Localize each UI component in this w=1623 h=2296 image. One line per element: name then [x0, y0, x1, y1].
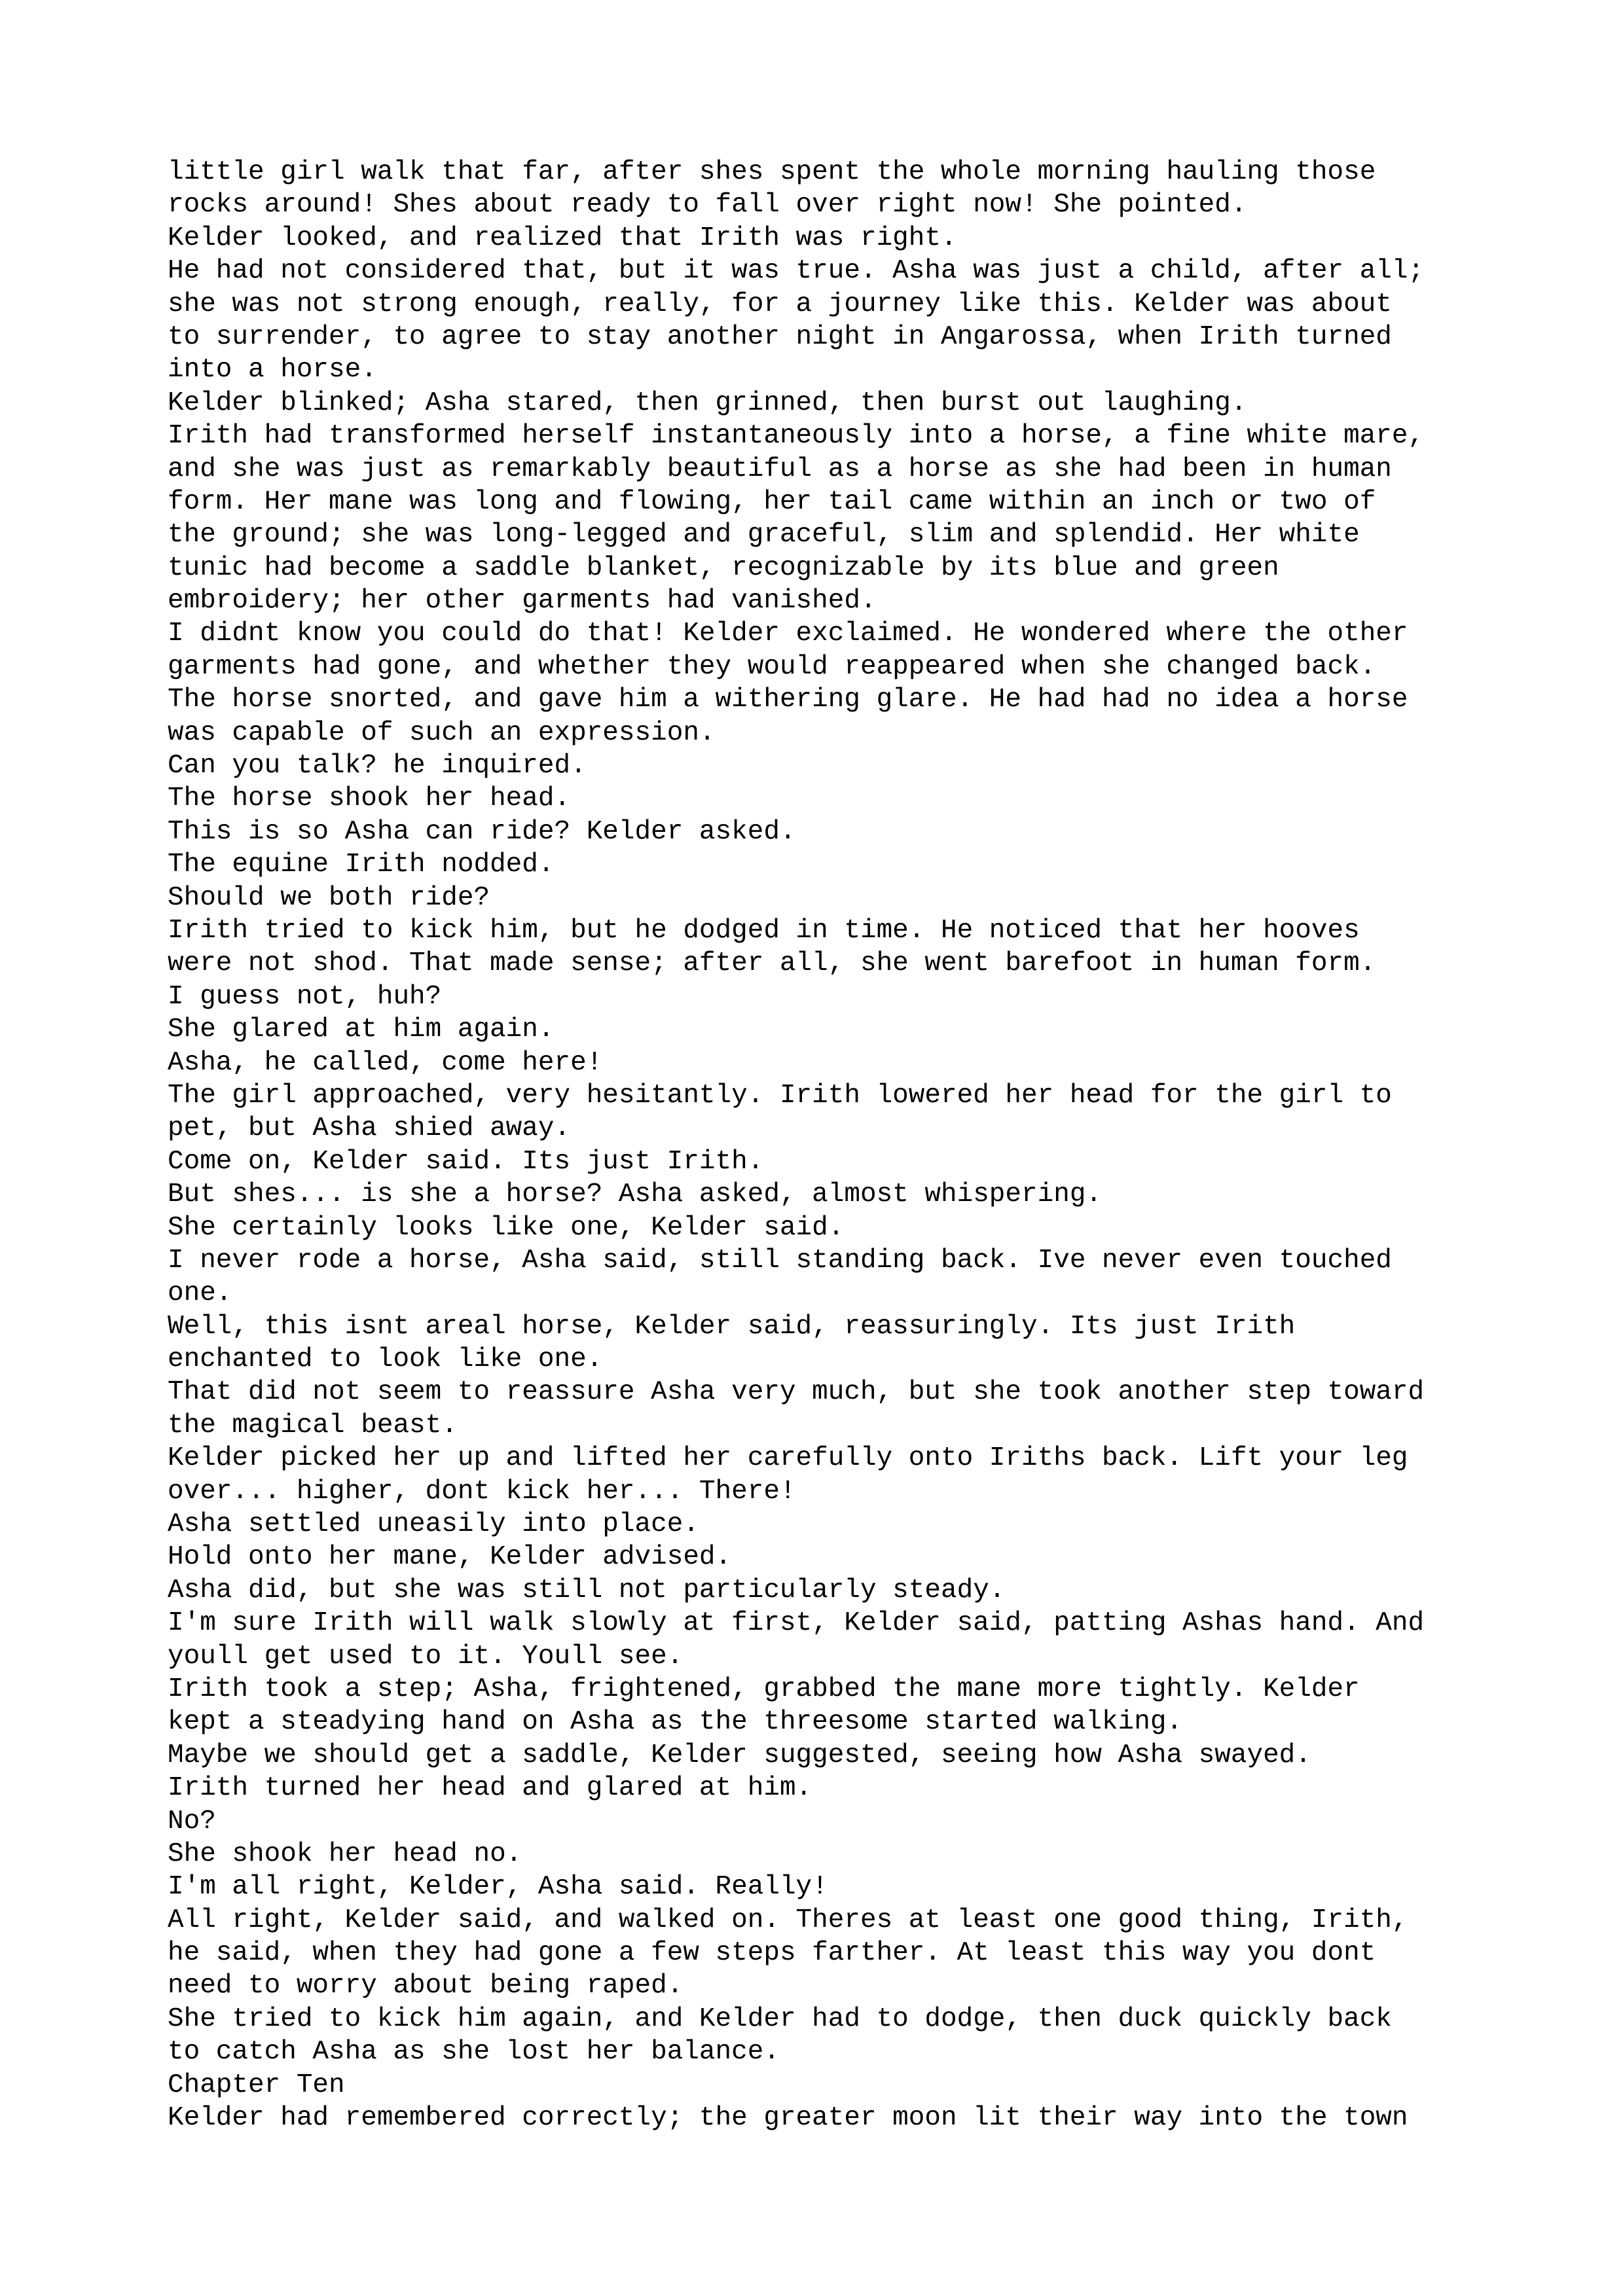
text-line: The horse shook her head. [168, 783, 571, 814]
text-line: to catch Asha as she lost her balance. [168, 2037, 780, 2068]
text-line: tunic had become a saddle blanket, recognizable by its blue and green [168, 552, 1279, 583]
text-line: Come on, Kelder said. Its just Irith. [168, 1146, 764, 1177]
text-line: Should we both ride? [168, 882, 490, 913]
text-line: pet, but Asha shied away. [168, 1113, 571, 1144]
text-line: Can you talk? he inquired. [168, 751, 587, 781]
text-line: the magical beast. [168, 1410, 458, 1441]
text-line: This is so Asha can ride? Kelder asked. [168, 816, 796, 847]
text-line: kept a steadying hand on Asha as the threesome started walking. [168, 1707, 1183, 1738]
text-line: youll get used to it. Youll see. [168, 1641, 684, 1672]
text-line: I'm sure Irith will walk slowly at first, Kelder said, patting Ashas hand. And [168, 1608, 1425, 1639]
text-line: need to worry about being raped. [168, 1971, 684, 2001]
text-line: The girl approached, very hesitantly. Irith lowered her head for the girl to [168, 1080, 1392, 1111]
text-line: Irith had transformed herself instantaneously into a horse, a fine white mare, [168, 421, 1425, 452]
text-line: Irith took a step; Asha, frightened, grabbed the mane more tightly. Kelder [168, 1674, 1360, 1704]
text-line: Maybe we should get a saddle, Kelder suggested, seeing how Asha swayed. [168, 1740, 1311, 1770]
text-line: garments had gone, and whether they would reappeared when she changed back. [168, 651, 1376, 682]
text-line: Asha did, but she was still not particularly steady. [168, 1575, 1006, 1605]
text-line: I never rode a horse, Asha said, still standing back. Ive never even touched [168, 1245, 1392, 1276]
text-line: Irith turned her head and glared at him. [168, 1773, 812, 1804]
text-line: rocks around! Shes about ready to fall over right now! She pointed. [168, 190, 1247, 221]
text-line: and she was just as remarkably beautiful as a horse as she had been in human [168, 454, 1392, 484]
text-line: But shes... is she a horse? Asha asked, almost whispering. [168, 1179, 1103, 1210]
text-line: I didnt know you could do that! Kelder exclaimed. He wondered where the other [168, 619, 1408, 649]
text-line: he said, when they had gone a few steps farther. At least this way you dont [168, 1938, 1376, 1969]
text-line: I guess not, huh? [168, 981, 442, 1012]
text-line: embroidery; her other garments had vanished. [168, 586, 877, 617]
text-line: enchanted to look like one. [168, 1344, 603, 1375]
text-line: Chapter Ten [168, 2070, 345, 2100]
text-line: little girl walk that far, after shes spent the whole morning hauling those [168, 157, 1376, 187]
text-line: The equine Irith nodded. [168, 850, 555, 880]
text-line: The horse snorted, and gave him a withering glare. He had had no idea a horse [168, 685, 1408, 715]
text-line: form. Her mane was long and flowing, her tail came within an inch or two of [168, 486, 1376, 517]
text-line: the ground; she was long-legged and graceful, slim and splendid. Her white [168, 520, 1360, 550]
text-line: Irith tried to kick him, but he dodged in time. He noticed that her hooves [168, 915, 1360, 946]
text-line: she was not strong enough, really, for a journey like this. Kelder was about [168, 289, 1392, 319]
text-line: Hold onto her mane, Kelder advised. [168, 1542, 732, 1573]
text-line: She tried to kick him again, and Kelder had to dodge, then duck quickly back [168, 2003, 1392, 2034]
text-line: She shook her head no. [168, 1839, 522, 1869]
text-line: Well, this isnt areal horse, Kelder said, reassuringly. Its just Irith [168, 1311, 1296, 1342]
text-line: into a horse. [168, 355, 377, 386]
text-line: to surrender, to agree to stay another night in Angarossa, when Irith turned [168, 321, 1392, 352]
text-line: I'm all right, Kelder, Asha said. Really! [168, 1872, 828, 1903]
text-line: one. [168, 1278, 232, 1309]
text-line: That did not seem to reassure Asha very much, but she took another step toward [168, 1377, 1425, 1408]
text-line: over... higher, dont kick her... There! [168, 1476, 796, 1507]
text-line: Kelder picked her up and lifted her carefully onto Iriths back. Lift your leg [168, 1443, 1408, 1474]
text-line: Kelder had remembered correctly; the greater moon lit their way into the town [168, 2103, 1408, 2134]
text-line: All right, Kelder said, and walked on. Theres at least one good thing, Irith, [168, 1905, 1408, 1935]
body-text [168, 156, 1477, 2134]
text-line: were not shod. That made sense; after all, she went barefoot in human form. [168, 948, 1376, 979]
text-line: No? [168, 1806, 216, 1837]
text-line: He had not considered that, but it was true. Asha was just a child, after all; [168, 256, 1425, 287]
text-line: Asha settled uneasily into place. [168, 1509, 699, 1540]
text-line: Kelder blinked; Asha stared, then grinned, then burst out laughing. [168, 387, 1247, 418]
text-line: Kelder looked, and realized that Irith was right. [168, 223, 957, 253]
text-line: Asha, he called, come here! [168, 1047, 603, 1078]
text-line: She glared at him again. [168, 1014, 555, 1045]
text-line: was capable of such an expression. [168, 717, 716, 748]
text-line: She certainly looks like one, Kelder said. [168, 1212, 845, 1243]
